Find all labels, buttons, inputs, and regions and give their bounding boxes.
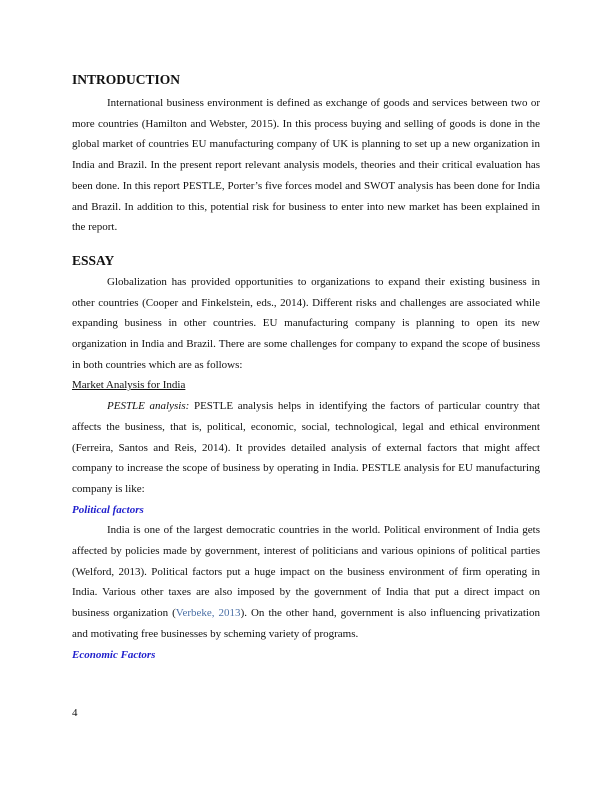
pestle-lead: PESTLE analysis: xyxy=(107,400,190,413)
market-analysis-heading: Market Analysis for India xyxy=(72,379,186,392)
page-number: 4 xyxy=(72,707,78,719)
essay-paragraph: Globalization has provided opportunities to organizations to expand their existing business in other countries (Cooper and Finkelstein, eds., 2014). Different risks and challenges are associated while expanding business in other countries. EU manufacturing company is planning to open its new organization in India and Brazil. There are some challenges for company to expand the scope of business in both countries which are as follows: xyxy=(72,275,540,371)
pestle-paragraph xyxy=(72,396,540,500)
economic-factors-heading: Economic Factors xyxy=(72,648,156,661)
political-paragraph xyxy=(72,520,540,644)
introduction-paragraph: International business environment is defined as exchange of goods and services between two or more countries (Hamilton and Webster, 2015). In this process buying and selling of goods is done in the global market of countries EU manufacturing company of UK is planning to set up a new organization in India and Brazil. In the present report relevant analysis models, theories and their critical evaluation has been done. In this report PESTLE, Porter’s five forces model and SWOT analysis has been done for India and Brazil. In addition to this, potential risk for business to enter into new market has been explained in the report. xyxy=(72,97,540,234)
political-citation: Verbeke, 2013 xyxy=(175,607,241,620)
pestle-text: PESTLE analysis helps in identifying the factors of particular country that affects the business, that is, political, economic, social, technological, legal and ethical environment (Ferreira, Santos and Reis, 2014). It provides detailed analysis of external factors that might affect company to increase the scope of business by operating in India. PESTLE analysis for EU manufacturing company is like: xyxy=(72,400,540,495)
introduction-heading: INTRODUCTION xyxy=(72,72,181,87)
political-text-2: ). On the other hand, government is also influencing privatization and motivating free businesses by scheming variety of programs. xyxy=(72,607,540,640)
page-content xyxy=(72,70,540,665)
political-factors-heading: Political factors xyxy=(72,503,144,516)
political-text-1: India is one of the largest democratic countries in the world. Political environment of India gets affected by policies made by government, interest of politicians and various opinions of political parties (Welford, 2013). Political factors put a huge impact on the business environment of firm operating in India. Various other taxes are also imposed by the government of India that put a direct impact on business organization ( xyxy=(72,524,540,620)
essay-heading: ESSAY xyxy=(72,252,115,268)
